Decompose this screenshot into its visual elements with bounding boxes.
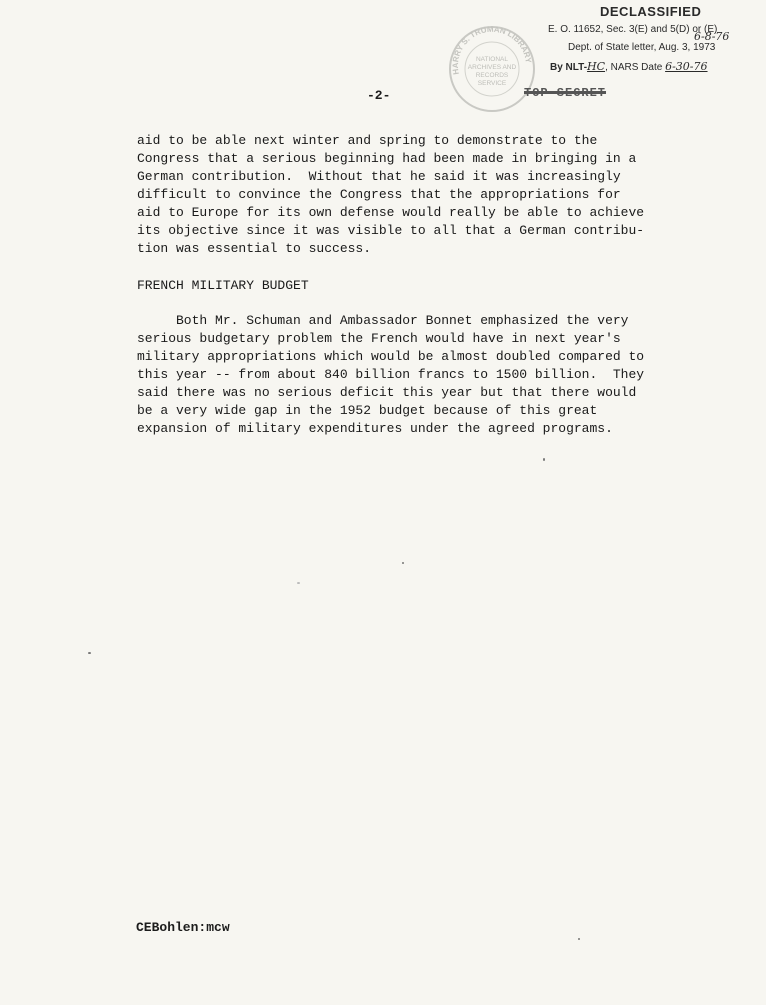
paper-speck (402, 562, 404, 564)
paragraph-line: be a very wide gap in the 1952 budget because of this great (137, 403, 598, 418)
stamp-nlt-line (550, 60, 708, 73)
paragraph-line: German contribution. Without that he said it was increasingly (137, 169, 621, 184)
paragraph-line: aid to Europe for its own defense would really be able to achieve (137, 205, 645, 220)
stamp-title: DECLASSIFIED (600, 4, 702, 19)
paper-speck (578, 938, 580, 940)
paragraph-line: this year -- from about 840 billion francs to 1500 billion. They (137, 367, 645, 382)
seal-outer-text: HARRY S. TRUMAN LIBRARY (450, 24, 533, 76)
paper-speck (88, 652, 91, 654)
paragraph-line: Both Mr. Schuman and Ambassador Bonnet emphasized the very (137, 313, 629, 328)
seal-inner-line-1: NATIONAL (475, 56, 509, 63)
paragraph-line: military appropriations which would be almost doubled compared to (137, 349, 645, 364)
section-heading: FRENCH MILITARY BUDGET (137, 278, 309, 293)
stamp-nars-label: , NARS Date (605, 62, 663, 73)
stamp-state-letter: Dept. of State letter, Aug. 3, 1973 (568, 42, 716, 53)
seal-inner-line-3: RECORDS (475, 72, 509, 79)
seal-inner-line-2: ARCHIVES AND (467, 64, 517, 71)
stamp-nars-date: 6-30-76 (665, 60, 708, 73)
archives-seal (447, 24, 537, 114)
stamp-state-letter-date: 6-8-76 (694, 30, 730, 43)
paragraph-line: aid to be able next winter and spring to demonstrate to the (137, 133, 598, 148)
stamp-state-letter-line (568, 30, 730, 53)
paper-speck (297, 582, 300, 584)
seal-inner-line-4: SERVICE (477, 80, 507, 87)
paragraph-line: difficult to convince the Congress that the appropriations for (137, 187, 621, 202)
paragraph-line: tion was essential to success. (137, 241, 372, 256)
stamp-authority: E. O. 11652, Sec. 3(E) and 5(D) or (E) (548, 24, 718, 35)
classification-marking: TOP SECRET (524, 86, 607, 100)
stamp-by-label: By NLT- (550, 62, 588, 73)
typist-initials: CEBohlen:mcw (136, 920, 230, 935)
paragraph-line: said there was no serious deficit this year but that there would (137, 385, 637, 400)
page-number: -2- (367, 88, 391, 103)
stamp-by-initials: HC (587, 60, 606, 73)
paragraph-line: Congress that a serious beginning had been made in bringing in a (137, 151, 637, 166)
paragraph-line: serious budgetary problem the French would have in next year's (137, 331, 621, 346)
paper-speck (543, 458, 545, 461)
paragraph-line: its objective since it was visible to all that a German contribu- (137, 223, 645, 238)
paragraph-line: expansion of military expenditures under the agreed programs. (137, 421, 613, 436)
